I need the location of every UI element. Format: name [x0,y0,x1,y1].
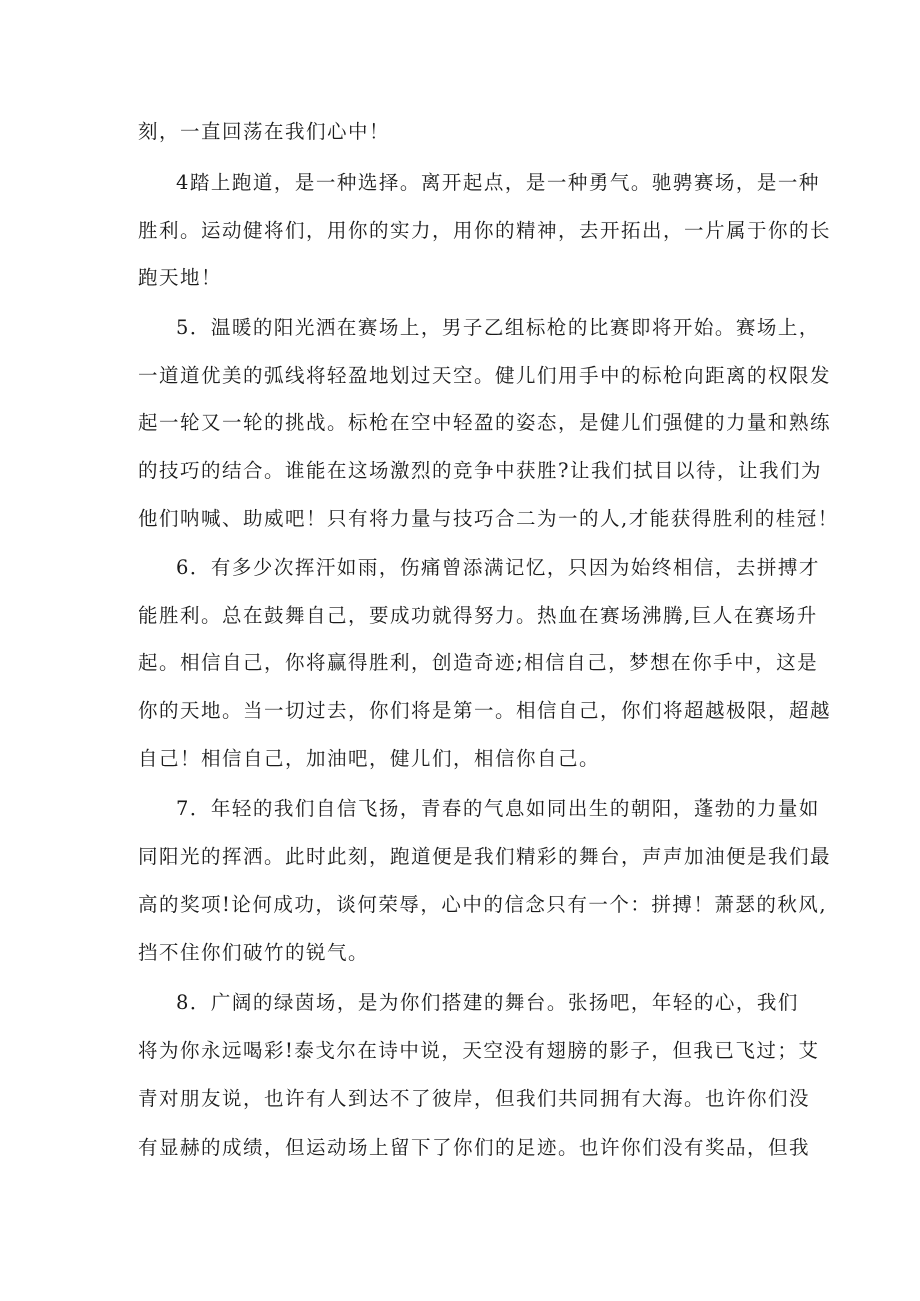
text-line: 起一轮又一轮的挑战。标枪在空中轻盈的姿态，是健儿们强健的力量和熟练 [138,411,832,434]
text-line: 跑天地！ [138,266,223,289]
text-line: 8．广阔的绿茵场，是为你们搭建的舞台。张扬吧，年轻的心，我们 [176,991,799,1014]
text-line: 的技巧的结合。谁能在这场激烈的竞争中获胜?让我们拭目以待，让我们为 [138,459,822,482]
text-line: 胜利。运动健将们，用你的实力，用你的精神，去开拓出，一片属于你的长 [138,219,832,242]
text-line: 刻，一直回荡在我们心中！ [138,120,391,143]
text-line: 能胜利。总在鼓舞自己，要成功就得努力。热血在赛场沸腾,巨人在赛场升 [138,604,818,627]
text-line: 6．有多少次挥汗如雨，伤痛曾添满记忆，只因为始终相信，去拼搏才 [176,556,820,579]
text-line: 4踏上跑道，是一种选择。离开起点，是一种勇气。驰骋赛场，是一种 [176,171,820,194]
text-line: 5．温暖的阳光洒在赛场上，男子乙组标枪的比赛即将开始。赛场上， [176,316,820,339]
text-line: 起。相信自己，你将赢得胜利，创造奇迹;相信自己，梦想在你手中，这是 [138,651,819,674]
text-line: 有显赫的成绩，但运动场上留下了你们的足迹。也许你们没有奖品，但我 [138,1136,811,1159]
text-line: 7．年轻的我们自信飞扬，青春的气息如同出生的朝阳，蓬勃的力量如 [176,797,820,820]
text-line: 将为你永远喝彩!泰戈尔在诗中说，天空没有翅膀的影子，但我已飞过；艾 [138,1039,820,1062]
text-line: 自己！相信自己，加油吧，健儿们，相信你自己。 [138,747,601,770]
text-line: 挡不住你们破竹的锐气。 [138,941,370,964]
text-line: 青对朋友说，也许有人到达不了彼岸，但我们共同拥有大海。也许你们没 [138,1087,811,1110]
text-line: 高的奖项!论何成功，谈何荣辱，心中的信念只有一个：拼搏！萧瑟的秋风, [138,893,828,916]
text-line: 你的天地。当一切过去，你们将是第一。相信自己，你们将超越极限，超越 [138,699,832,722]
text-line: 一道道优美的弧线将轻盈地划过天空。健儿们用手中的标枪向距离的权限发 [138,364,832,387]
text-line: 他们呐喊、助威吧！只有将力量与技巧合二为一的人,才能获得胜利的桂冠！ [138,507,839,530]
text-line: 同阳光的挥洒。此时此刻，跑道便是我们精彩的舞台，声声加油便是我们最 [138,845,832,868]
